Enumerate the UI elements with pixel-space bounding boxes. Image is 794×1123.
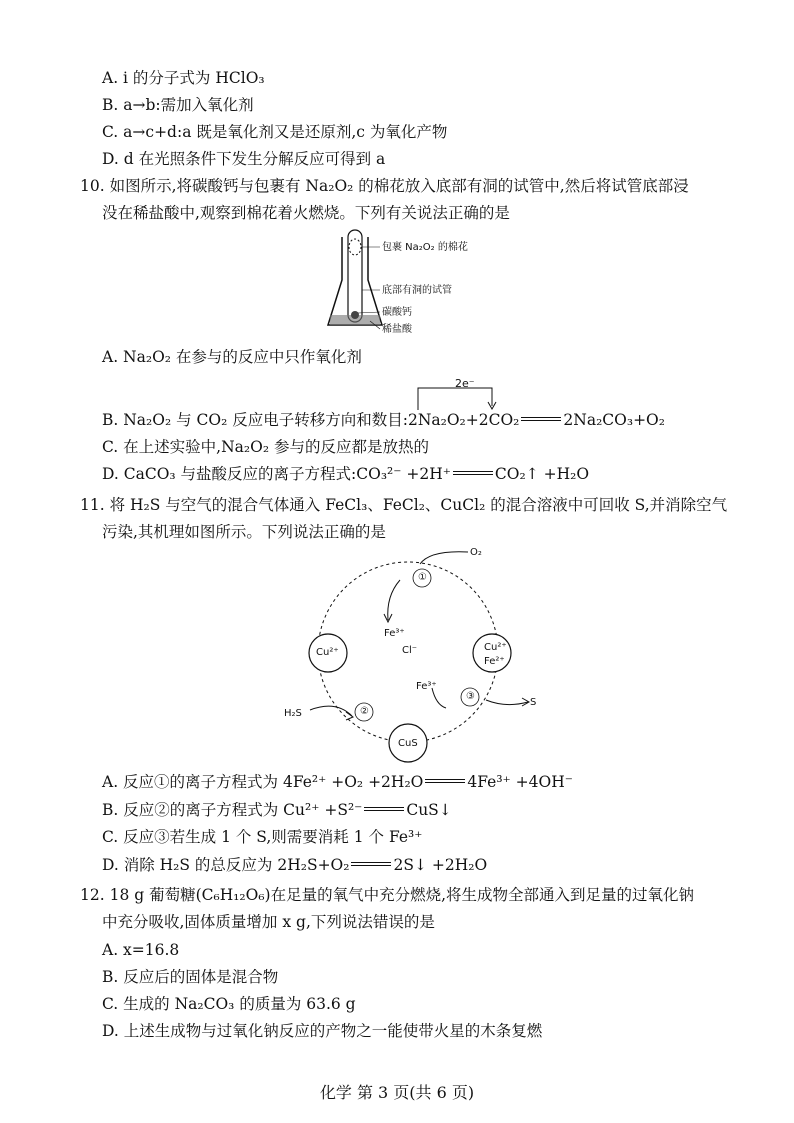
label-step1: ①	[418, 572, 427, 583]
q11-stem-line2: 污染,其机理如图所示。下列说法正确的是	[102, 523, 386, 541]
label-cotton: 包裹 Na₂O₂ 的棉花	[382, 242, 468, 253]
q10-stem-line1: 10. 如图所示,将碳酸钙与包裹有 Na₂O₂ 的棉花放入底部有洞的试管中,然后将试管底部浸	[80, 177, 689, 195]
equals-sign	[425, 779, 465, 783]
q10-option-d	[102, 464, 589, 484]
q11-option-d	[102, 855, 487, 875]
label-h2s: H₂S	[284, 708, 302, 719]
q9-option-b: B. a→b:需加入氧化剂	[102, 96, 254, 114]
q11-d-prefix: D. 消除 H₂S 的总反应为 2H₂S+O₂	[102, 856, 350, 874]
page-footer: 化学 第 3 页(共 6 页)	[319, 1083, 475, 1102]
label-step2: ②	[360, 706, 369, 717]
q10-d-suffix: CO₂↑ +H₂O	[494, 465, 590, 483]
q12-option-a: A. x=16.8	[102, 941, 180, 959]
equals-sign	[351, 862, 391, 866]
label-cu-left: Cu²⁺	[316, 647, 339, 658]
q10-b-eq-left: 2Na₂O₂+2CO₂	[407, 411, 520, 429]
electron-count: 2e⁻	[455, 377, 475, 390]
q10-option-b	[102, 410, 665, 430]
label-cus: CuS	[398, 738, 418, 749]
q12-stem-line1: 12. 18 g 葡萄糖(C₆H₁₂O₆)在足量的氧气中充分燃烧,将生成物全部通入到足量的过氧化钠	[80, 886, 695, 904]
q11-option-a	[102, 772, 573, 792]
q10-option-a: A. Na₂O₂ 在参与的反应中只作氧化剂	[102, 348, 362, 366]
label-cl: Cl⁻	[402, 645, 418, 656]
label-fe-right: Fe²⁺	[484, 656, 505, 667]
label-fe3-right: Fe³⁺	[416, 681, 437, 692]
q11-option-b	[102, 800, 452, 820]
label-hcl: 稀盐酸	[382, 324, 412, 335]
label-caco3: 碳酸钙	[382, 307, 412, 318]
q12-option-c: C. 生成的 Na₂CO₃ 的质量为 63.6 g	[102, 995, 356, 1013]
q9-option-d: D. d 在光照条件下发生分解反应可得到 a	[102, 150, 386, 168]
q11-d-suffix: 2S↓ +2H₂O	[393, 856, 488, 874]
equals-sign	[364, 807, 404, 811]
label-cu-right: Cu²⁺	[484, 642, 507, 653]
label-o2: O₂	[470, 547, 482, 558]
q11-b-prefix: B. 反应②的离子方程式为 Cu²⁺ +S²⁻	[102, 801, 363, 819]
q12-option-d: D. 上述生成物与过氧化钠反应的产物之一能使带火星的木条复燃	[102, 1022, 543, 1040]
q11-a-suffix: 4Fe³⁺ +4OH⁻	[467, 773, 573, 791]
q10-option-c: C. 在上述实验中,Na₂O₂ 参与的反应都是放热的	[102, 438, 429, 456]
label-s: S	[530, 697, 537, 708]
label-tube: 底部有洞的试管	[382, 285, 452, 296]
equals-sign	[453, 471, 493, 475]
equals-sign	[521, 417, 561, 421]
q12-stem-line2: 中充分吸收,固体质量增加 x g,下列说法错误的是	[102, 913, 435, 931]
label-fe3-top: Fe³⁺	[384, 628, 405, 639]
q10-stem-line2: 没在稀盐酸中,观察到棉花着火燃烧。下列有关说法正确的是	[102, 204, 510, 222]
q11-b-suffix: CuS↓	[406, 801, 452, 819]
q11-stem-line1: 11. 将 H₂S 与空气的混合气体通入 FeCl₃、FeCl₂、CuCl₂ 的混合溶液中可回收 S,并消除空气	[80, 496, 728, 514]
q11-a-prefix: A. 反应①的离子方程式为 4Fe²⁺ +O₂ +2H₂O	[102, 773, 424, 791]
q9-option-c: C. a→c+d:a 既是氧化剂又是还原剂,c 为氧化产物	[102, 123, 448, 141]
q10-d-prefix: D. CaCO₃ 与盐酸反应的离子方程式:CO₃²⁻ +2H⁺	[102, 465, 451, 483]
q9-option-a: A. i 的分子式为 HClO₃	[102, 69, 265, 87]
q12-option-b: B. 反应后的固体是混合物	[102, 968, 279, 986]
q10-b-eq-right: 2Na₂CO₃+O₂	[563, 411, 665, 429]
q10-b-prefix: B. Na₂O₂ 与 CO₂ 反应电子转移方向和数目:	[102, 411, 408, 429]
q11-option-c: C. 反应③若生成 1 个 S,则需要消耗 1 个 Fe³⁺	[102, 828, 423, 846]
label-step3: ③	[466, 691, 475, 702]
